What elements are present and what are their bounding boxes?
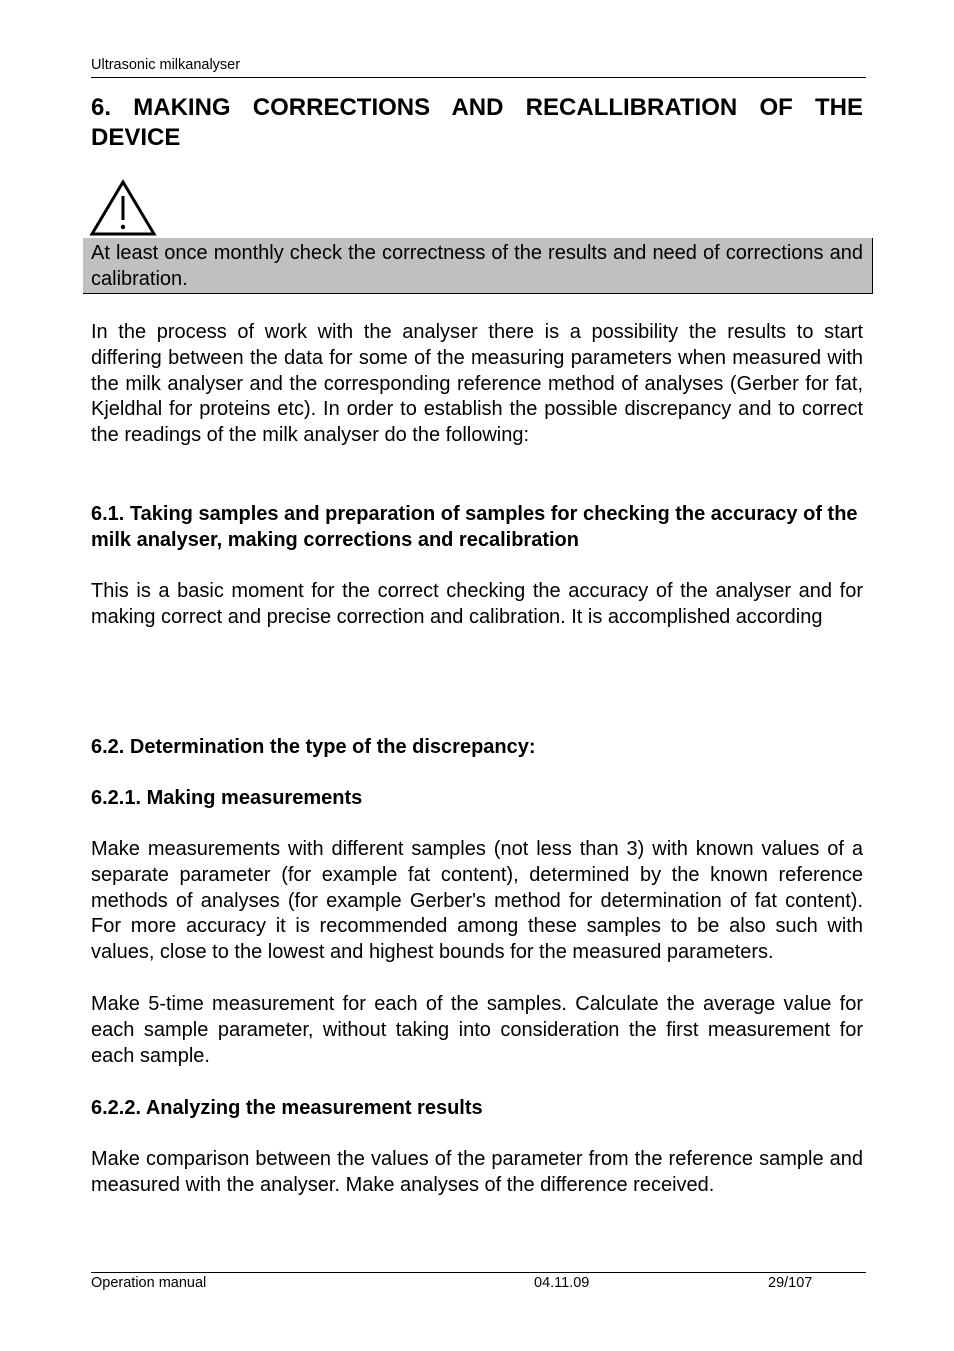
warning-text: At least once monthly check the correctness of the results and need of corrections and calibration. [91,242,863,290]
footer-document-name: Operation manual [91,1275,207,1291]
heading-6-2: 6.2. Determination the type of the discrepancy: [91,736,536,758]
paragraph-6-2-1-b: Make 5-time measurement for each of the samples. Calculate the average value for each sample parameter, without taking into consideration the first measurement for each sample. [91,993,863,1067]
footer-date: 04.11.09 [534,1275,590,1291]
paragraph-6-2-2: Make comparison between the values of the parameter from the reference sample and measured with the analyser. Make analyses of the difference received. [91,1148,863,1196]
section-heading: 6. MAKING CORRECTIONS AND RECALLIBRATION OF THE DEVICE [91,94,863,151]
header-divider [91,77,866,78]
paragraph-6-1: This is a basic moment for the correct checking the accuracy of the analyser and for making correct and precise correction and calibration. It is accomplished according [91,580,863,628]
heading-6-1: 6.1. Taking samples and preparation of samples for checking the accuracy of the milk analyser, making corrections and recalibration [91,503,858,551]
intro-paragraph: In the process of work with the analyser there is a possibility the results to start differing between the data for some of the measuring parameters when measured with the milk analyser and the corresponding reference method of analyses (Gerber for fat, Kjeldhal for proteins etc). In order to establish the possible discrepancy and to correct the readings of the milk analyser do the following: [91,321,863,447]
warning-triangle-icon [89,179,157,237]
heading-6-2-2: 6.2.2. Analyzing the measurement results [91,1097,483,1119]
paragraph-6-2-1-a: Make measurements with different samples (not less than 3) with known values of a separate parameter (for example fat content), determined by the known reference methods of analyses (for example Gerber's method for determination of fat content). For more accuracy it is recommended among these samples to be also such with values, close to the lowest and highest bounds for the measured parameters. [91,838,863,964]
heading-6-2-1: 6.2.1. Making measurements [91,787,363,809]
running-header: Ultrasonic milkanalyser [91,57,241,73]
footer-page-number: 29/107 [768,1275,813,1291]
footer-divider [91,1272,866,1273]
